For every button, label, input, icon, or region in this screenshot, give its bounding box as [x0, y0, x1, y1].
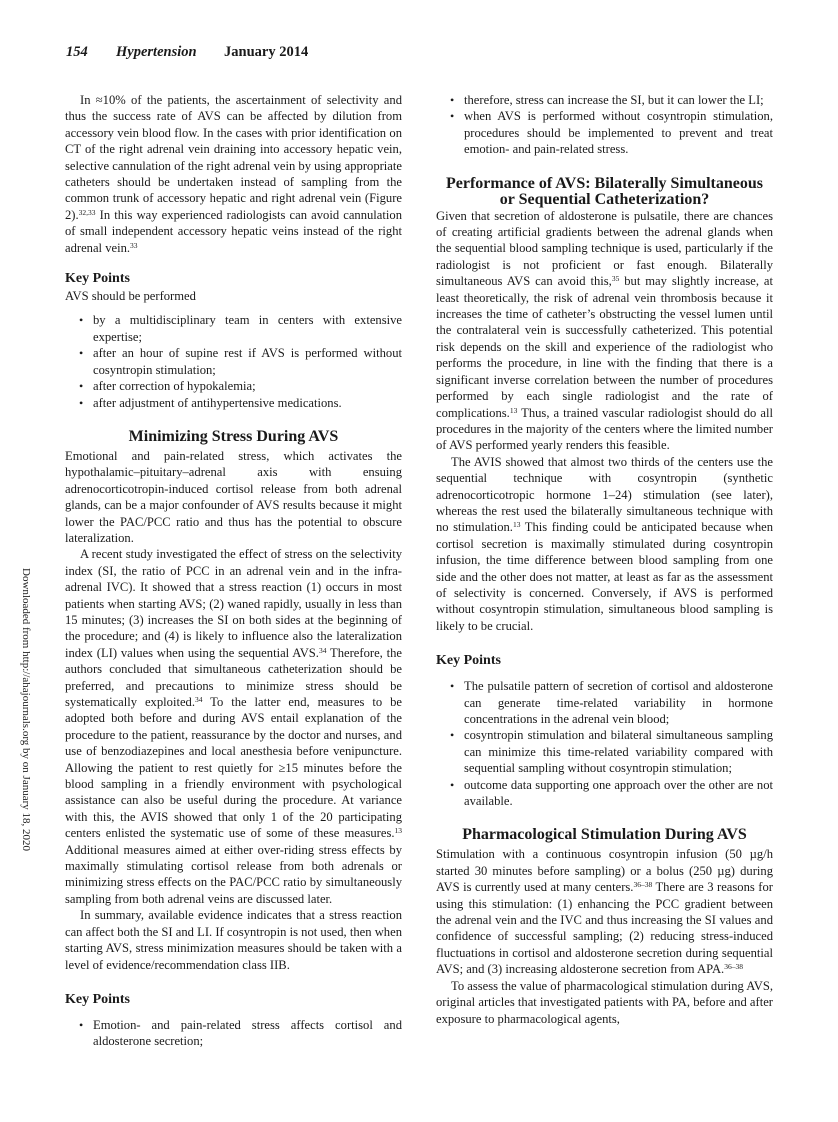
paragraph-text: In this way experienced radiologists can avoid cannulation of small independent accessory hepatic veins instead of the right adrenal vein. [65, 207, 402, 255]
download-notice: Downloaded from http://ahajournals.org by on January 18, 2020 [20, 568, 32, 851]
list-item: • after adjustment of antihypertensive medications. [93, 395, 402, 411]
paragraph [436, 454, 773, 634]
section-heading-pharmacological: Pharmacological Stimulation During AVS [462, 826, 747, 844]
paragraph [436, 208, 773, 454]
section-heading-stress: Minimizing Stress During AVS [128, 427, 339, 445]
paragraph-text: A recent study investigated the effect of stress on the selectivity index (SI, the ratio of PCC in an adrenal vein and in the infra-adrenal IVC). It showed that a stress reaction (1) occurs in most patients when starting AVS; (2) waned rapidly, usually in less than 15 minutes; (3) increases the SI on both sides at the beginning of the procedure; and (4) is likely to influence also the lateralization index (LI) values when using the sequential AVS. [65, 547, 402, 660]
citation: 35 [611, 274, 620, 284]
section-heading-performance [436, 176, 773, 208]
list-item: • after correction of hypokalemia; [93, 378, 402, 394]
issue-date: January 2014 [224, 44, 309, 60]
journal-name: Hypertension [116, 44, 197, 60]
key-points-list [436, 678, 773, 809]
paragraph: To assess the value of pharmacological stimulation during AVS, original articles that investigated patients with PA, before and after exposure to pharmacological agents, [436, 978, 773, 1026]
list-item: • outcome data supporting one approach over the other are not available. [464, 777, 773, 810]
paragraph: In summary, available evidence indicates that a stress reaction can affect both the SI and LI. If cosyntropin is not used, then when starting AVS, stress minimization measures should be taken with a level of evidence/recommendation class IIB. [65, 908, 402, 972]
citation: 13 [394, 826, 402, 836]
left-column [65, 92, 402, 1050]
paragraph-text: The AVIS showed that almost two thirds of the centers use the sequential technique with cosyntropin (synthetic adrenocorticotropic hormone 1–24) stimulation (see later), whereas the rest used the bilaterally simultaneous technique with no stimulation. [436, 454, 773, 535]
key-points-heading: Key Points [436, 653, 501, 669]
citation: 36–38 [724, 962, 743, 972]
paragraph [65, 546, 402, 907]
running-head [66, 44, 308, 61]
key-points-lead: AVS should be performed [65, 289, 196, 304]
citation: 13 [512, 520, 521, 530]
paragraph [436, 846, 773, 977]
list-item: • by a multidisciplinary team in centers with extensive expertise; [93, 312, 402, 345]
citation: 33 [130, 240, 138, 250]
list-item: • cosyntropin stimulation and bilateral simultaneous sampling can minimize this time-related variability compared with sequential sampling without cosyntropin stimulation; [464, 727, 773, 776]
key-points-list-continued [436, 92, 773, 158]
key-points-heading: Key Points [65, 991, 130, 1007]
heading-line: Performance of AVS: Bilaterally Simultaneous [445, 174, 763, 192]
paragraph-text: There are 3 reasons for using this stimulation: (1) enhancing the PCC gradient between the adrenal vein and the IVC and thus increasing the SI values and confidence of successful sampling; (2) reducing stress-induced fluctuations in cortisol and aldosterone secretion during sequential AVS; and (3) increasing aldosterone secretion from APA. [436, 880, 773, 977]
paragraph-text: To the latter end, measures to be adopted both before and during AVS entail explanation of the procedure to the patient, reassurance by the doctor and nurses, and use of benzodiazepines and local anesthesia before venipuncture. Allowing the patient to rest quietly for ≥15 minutes before the blood sampling in a friendly environment with psychological assistance can also be useful during the procedure. At variance with this, the AVIS showed that only 1 of the 20 participating centers enlisted the systematic use of some of these measures. [65, 695, 402, 841]
paragraph-text: In ≈10% of the patients, the ascertainment of selectivity and thus the success rate of AVS can be affected by dilution from accessory vein blood flow. In the cases with prior identification on CT of the right adrenal vein draining into accessory hepatic vein, selective cannulation of the right adrenal vein by using appropriate catheters should be undertaken instead of sampling from the common trunk of accessory hepatic and right adrenal vein (Figure 2). [65, 93, 402, 222]
paragraph-text: but may slightly increase, at least theoretically, the risk of adrenal vein thrombosis because it increases the time of catheter’s obstructing the vessel lumen until the contralateral vein is successfully catheterized. This potential risk depends on the skill and experience of the radiologist who performs the procedure, in line with the finding that there is a significant inverse correlation between the number of procedures performed by each single radiologist and the rate of complications. [436, 274, 773, 420]
paragraph-text: Thus, a trained vascular radiologist should do all procedures in the majority of the centers where the limited number of AVS performed yearly renders this feasible. [436, 405, 773, 453]
paragraph-text: Given that secretion of aldosterone is pulsatile, there are chances of creating artificial gradients between the adrenal glands when the sequential blood sampling technique is used, particularly if the radiologist is not proficient or fast enough. Bilaterally simultaneous AVS can avoid this, [436, 208, 773, 289]
paragraph-text: Stimulation with a continuous cosyntropin infusion (50 µg/h started 30 minutes before sampling) or a bolus (250 µg) during AVS is currently used at many centers. [436, 847, 773, 895]
paragraph-text: Additional measures aimed at either over-riding stress effects by maximally stimulating cortisol release from both adrenals or minimizing stress effects on the PAC/PCC ratio by simultaneously sampling from both adrenal veins are discussed later. [65, 842, 402, 906]
list-item: • The pulsatile pattern of secretion of cortisol and aldosterone can generate time-related variability in hormone concentrations in the adrenal vein blood; [464, 678, 773, 727]
list-item: • therefore, stress can increase the SI, but it can lower the LI; [464, 92, 773, 108]
key-points-list [65, 1017, 402, 1050]
key-points-list [65, 312, 402, 410]
citation: 34 [194, 695, 203, 704]
citation: 32,33 [78, 207, 96, 217]
citation: 34 [318, 645, 327, 655]
paragraph: Emotional and pain-related stress, which activates the hypothalamic–pituitary–adrenal axis with ensuing adrenocorticotropin-induced cortisol release from both adrenal glands, can be a major confounder of AVS results because it might lower the PAC/PCC ratio and thus has the potential to obscure lateralization. [65, 448, 402, 545]
paragraph-text: This finding could be anticipated because when cortisol secretion is maximally stimulated during cosyntropin infusion, the time difference between blood sampling from one side and the other does not matter, at least as far as the assessment of selectivity is concerned. Conversely, if AVS is performed without cosyntropin stimulation, simultaneous blood sampling is likely to be crucial. [436, 520, 773, 633]
intro-paragraph [65, 92, 402, 256]
citation: 36–38 [633, 880, 653, 890]
page-number: 154 [66, 44, 88, 60]
list-item: • Emotion- and pain-related stress affects cortisol and aldosterone secretion; [93, 1017, 402, 1050]
key-points-heading: Key Points [65, 271, 130, 287]
heading-line: or Sequential Catheterization? [499, 190, 710, 208]
list-item: • after an hour of supine rest if AVS is performed without cosyntropin stimulation; [93, 345, 402, 378]
citation: 13 [509, 405, 518, 415]
paragraph-text: Therefore, the authors concluded that simultaneous catheterization should be preferred, and precautions to minimize stress should be systematically exploited. [65, 645, 402, 709]
list-item: • when AVS is performed without cosyntropin stimulation, procedures should be implemented to prevent and treat emotion- and pain-related stress. [464, 108, 773, 157]
right-column [436, 92, 773, 1027]
